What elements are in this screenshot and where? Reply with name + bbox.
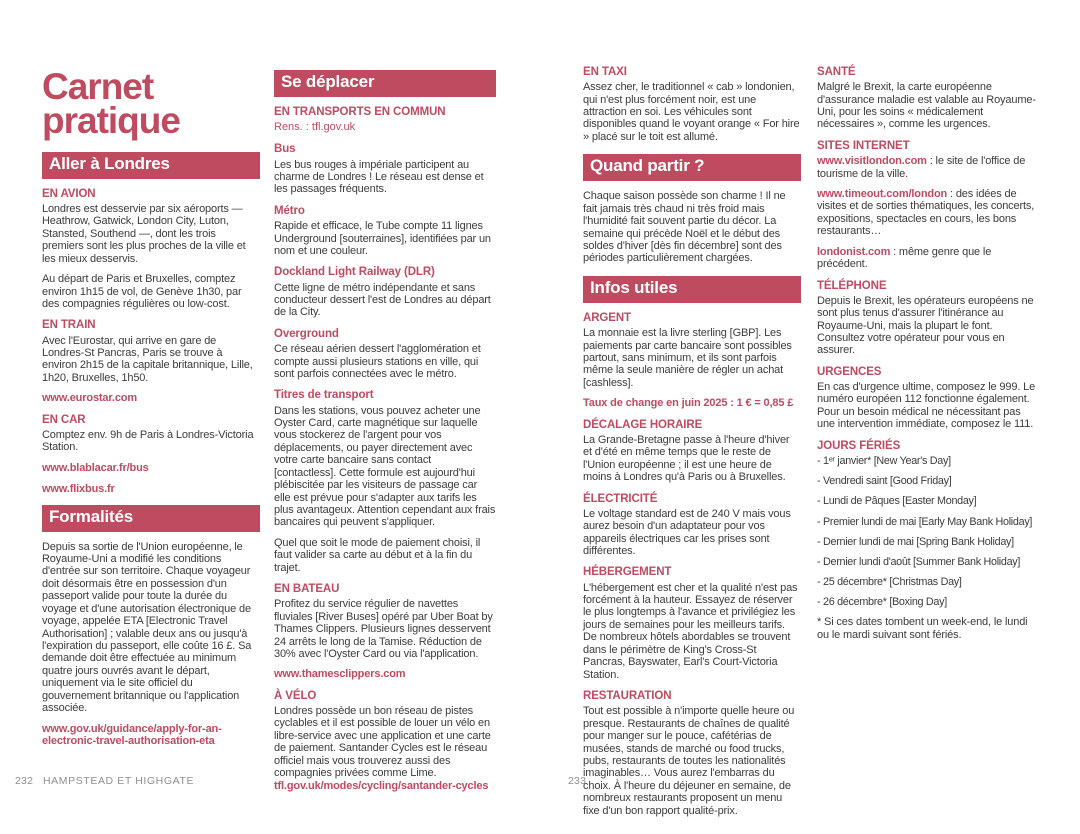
heading-en-car: EN CAR	[42, 413, 86, 426]
heading-a-velo: À VÉLO	[274, 689, 317, 702]
paragraph-site-visitlondon	[817, 155, 1039, 180]
heading-metro: Métro	[274, 204, 305, 217]
paragraph-electricite: Le voltage standard est de 240 V mais vous aurez besoin d'un adaptateur pour vos appareils électriques car les prises sont différentes.	[583, 507, 791, 557]
paragraph-hebergement: L'hébergement est cher et la qualité n'est pas forcément à la hauteur. Essayez de réserver le plus longtemps à l'avance et privilégiez les jours de semaines pour les meilleurs tarifs. De nombreux hôtels abordables se trouvent dans le périmètre de King's Cross-St Pancras, Bayswater, Earl's Court-Victoria Station.	[583, 581, 798, 681]
paragraph-site-londonist	[817, 246, 1039, 271]
holiday-footnote: * Si ces dates tombent un week-end, le lundi ou le mardi suivant sont fériés.	[817, 616, 1028, 641]
heading-en-avion: EN AVION	[42, 187, 96, 200]
holiday-item: - Dernier lundi d'août [Summer Bank Holiday]	[817, 555, 1021, 568]
holiday-item: - Premier lundi de mai [Early May Bank Holiday]	[817, 515, 1033, 528]
paragraph-formalites: Depuis sa sortie de l'Union européenne, le Royaume-Uni a modifié les conditions d'entrée sur son territoire. Chaque voyageur doit désormais être en possession d'un passeport valide pour toute la durée du voyage et d'une autorisation électronique de voyage, appelée ETA [Electronic Travel Authorisation] ; valable deux ans ou jusqu'à l'expiration du passeport, elle coûte 16 £. Sa demande doit être effectuée au minimum quatre jours ouvrés avant le départ, uniquement via le site officiel du gouvernement britannique ou l'application associée.	[42, 540, 252, 715]
link-eurostar[interactable]: www.eurostar.com	[42, 392, 137, 405]
paragraph-dlr: Cette ligne de métro indépendante et sans conducteur dessert l'est de Londres au départ de la City.	[274, 281, 491, 319]
link-blablacar[interactable]: www.blablacar.fr/bus	[42, 461, 149, 474]
paragraph-avion-2: Au départ de Paris et Bruxelles, comptez environ 1h15 de vol, de Genève 1h30, par des compagnies régulières ou low-cost.	[42, 273, 242, 310]
paragraph-titres-2: Quel que soit le mode de paiement choisi, il faut valider sa carte au début et à la fin du trajet.	[274, 536, 481, 574]
holiday-item: - 1ᵉʳ janvier* [New Year's Day]	[817, 454, 951, 467]
paragraph-car: Comptez env. 9h de Paris à Londres-Victoria Station.	[42, 428, 254, 454]
heading-decalage-horaire: DÉCALAGE HORAIRE	[583, 418, 703, 431]
section-banner-quand-partir: Quand partir ?	[583, 154, 801, 181]
heading-en-bateau: EN BATEAU	[274, 583, 340, 596]
link-thamesclippers[interactable]: www.thamesclippers.com	[274, 668, 406, 681]
page-number-left: 232	[15, 775, 34, 787]
page-title	[42, 66, 260, 142]
page-number-right: 233	[568, 775, 587, 787]
heading-dlr: Dockland Light Railway (DLR)	[274, 266, 435, 279]
paragraph-titres-1: Dans les stations, vous pouvez acheter une Oyster Card, carte magnétique sur laquelle vous stockerez de l'argent pour vos déplacements, ou payer directement avec votre carte bancaire sans contact [contactless]. Cette formule est aujourd'hui plébiscitée par les visiteurs de passage car elle est prévue pour s'adapter aux tarifs les plus avantageux. Attention cependant aux frais bancaires qui peuvent s'appliquer.	[274, 404, 496, 529]
heading-en-taxi: EN TAXI	[583, 66, 627, 78]
column-infos-utiles	[583, 66, 801, 825]
paragraph-bateau: Profitez du service régulier de navettes fluviales [River Buses] opéré par Uber Boat by Thames Clippers. Plusieurs lignes desservent 24 arrêts le long de la Tamise. Réduction de 30% avec l'Oyster Card ou via l'application.	[274, 598, 493, 660]
heading-urgences: URGENCES	[817, 365, 882, 378]
paragraph-argent: La monnaie est la livre sterling [GBP]. Les paiements par carte bancaire sont possibles partout, sans minimum, et ils sont parfois même la seule manière de régler un achat [cashless].	[583, 327, 792, 389]
heading-titres-de-transport: Titres de transport	[274, 389, 374, 402]
chapter-footer: HAMPSTEAD ET HIGHGATE	[43, 775, 195, 787]
link-flixbus[interactable]: www.flixbus.fr	[42, 483, 115, 496]
section-banner-infos-utiles: Infos utiles	[583, 276, 801, 303]
paragraph-site-timeout	[817, 188, 1039, 238]
holiday-item: - Lundi de Pâques [Easter Monday]	[817, 495, 977, 508]
heading-transports-en-commun: EN TRANSPORTS EN COMMUN	[274, 106, 446, 118]
heading-telephone: TÉLÉPHONE	[817, 279, 887, 292]
holiday-item: - Vendredi saint [Good Friday]	[817, 475, 952, 488]
link-gov-uk-eta[interactable]: www.gov.uk/guidance/apply-for-an-electronic-travel-authorisation-eta	[42, 722, 222, 747]
paragraph-quand-partir: Chaque saison possède son charme ! Il ne fait jamais très chaud ni très froid mais l'humidité fait souvent partie du décor. La semaine qui précède Noël et le début des soldes d'hiver [dès fin décembre] sont des périodes particulièrement chargées.	[583, 190, 786, 265]
site-londonist-description: : même genre que le précédent.	[817, 245, 992, 271]
heading-bus: Bus	[274, 143, 296, 156]
heading-restauration: RESTAURATION	[583, 690, 672, 703]
link-timeout[interactable]: www.timeout.com/london	[817, 187, 948, 200]
heading-sites-internet: SITES INTERNET	[817, 139, 910, 152]
holiday-item: - 25 décembre* [Christmas Day]	[817, 576, 962, 589]
link-tfl-gov-uk[interactable]: Rens. : tfl.gov.uk	[274, 121, 356, 134]
link-londonist[interactable]: londonist.com	[817, 245, 891, 258]
heading-overground: Overground	[274, 327, 339, 340]
site-timeout-description: : des idées de visites et de sorties thématiques, les concerts, expositions, spectacles en cours, les bons restaurants…	[817, 187, 1035, 238]
paragraph-restauration: Tout est possible à n'importe quelle heure ou presque. Restaurants de chaînes de qualité pour manger sur le pouce, cafétérias de musées, stands de marché ou food trucks, pubs, restaurants de toutes les nationalités imaginables… Vous aurez l'embarras du choix. À l'heure du déjeuner en semaine, de nombreux restaurants proposent un menu fixe d'un bon rapport qualité-prix.	[583, 705, 795, 817]
paragraph-metro: Rapide et efficace, le Tube compte 11 lignes Underground [souterraines], identifiées par un nom et une couleur.	[274, 220, 491, 257]
paragraph-avion-1: Londres est desservie par six aéroports — Heathrow, Gatwick, London City, Luton, Stansted, Southend —, dont les trois premiers sont les plus proches de la ville et les mieux desservis.	[42, 203, 246, 265]
holiday-item: - Dernier lundi de mai [Spring Bank Holiday]	[817, 535, 1014, 548]
link-visitlondon[interactable]: www.visitlondon.com	[817, 155, 927, 168]
paragraph-urgences: En cas d'urgence ultime, composez le 999. Le numéro européen 112 fonctionne également. Pour un besoin médical ne nécessitant pas une intervention immédiate, composez le 111.	[817, 381, 1036, 431]
paragraph-decalage: La Grande-Bretagne passe à l'heure d'hiver et d'été en même temps que le reste de l'Union européenne ; il est une heure de moins à Londres qu'à Paris ou à Bruxelles.	[583, 433, 790, 484]
paragraph-sante: Malgré le Brexit, la carte européenne d'assurance maladie est valable au Royaume-Uni, pour les soins « médicalement nécessaires », comme les urgences.	[817, 81, 1036, 131]
site-visitlondon-description: : le site de l'office de tourisme de la ville.	[817, 155, 1026, 180]
section-banner-se-deplacer: Se déplacer	[274, 70, 496, 97]
paragraph-telephone: Depuis le Brexit, les opérateurs européens ne sont plus tenus d'assurer l'itinérance au Royaume-Uni, mais la plupart le font. Consultez votre opérateur pour vous en assurer.	[817, 294, 1034, 357]
heading-sante: SANTÉ	[817, 66, 856, 78]
section-banner-formalites: Formalités	[42, 505, 260, 532]
section-banner-aller-a-londres: Aller à Londres	[42, 152, 260, 179]
column-sante-pratique	[817, 66, 1039, 649]
heading-argent: ARGENT	[583, 311, 631, 324]
paragraph-train: Avec l'Eurostar, qui arrive en gare de Londres-St Pancras, Paris se trouve à environ 2h15 de la capitale britannique, Lille, 1h20, Bruxelles, 1h50.	[42, 334, 253, 384]
paragraph-taxi: Assez cher, le traditionnel « cab » londonien, qui n'est plus forcément noir, est une attraction en soi. Les véhicules sont disponibles quand le voyant orange « For hire » placé sur le toit est allumé.	[583, 81, 800, 143]
paragraph-overground: Ce réseau aérien dessert l'agglomération et compte aussi plusieurs stations en ville, qui sont parfois connectées avec le métro.	[274, 343, 481, 380]
heading-jours-feries: JOURS FÉRIÉS	[817, 439, 901, 452]
column-se-deplacer	[274, 70, 496, 801]
holiday-item: - 26 décembre* [Boxing Day]	[817, 596, 947, 609]
heading-en-train: EN TRAIN	[42, 319, 96, 332]
page-title-line1: Carnet	[42, 66, 154, 107]
paragraph-velo: Londres possède un bon réseau de pistes cyclables et il est possible de louer un vélo en libre-service avec une application et une carte de paiement. Santander Cycles est le réseau officiel mais vous trouverez aussi des compagnies privées comme Lime.	[274, 705, 491, 780]
paragraph-bus: Les bus rouges à impériale participent au charme de Londres ! Le réseau est dense et les passages fréquents.	[274, 158, 484, 196]
link-tfl-cycling[interactable]: tfl.gov.uk/modes/cycling/santander-cycles	[274, 779, 489, 792]
column-aller-a-londres	[42, 66, 260, 756]
heading-hebergement: HÉBERGEMENT	[583, 566, 672, 579]
exchange-rate-note: Taux de change en juin 2025 : 1 € = 0,85 £	[583, 397, 794, 410]
heading-electricite: ÉLECTRICITÉ	[583, 492, 658, 505]
page-title-line2: pratique	[42, 100, 180, 142]
